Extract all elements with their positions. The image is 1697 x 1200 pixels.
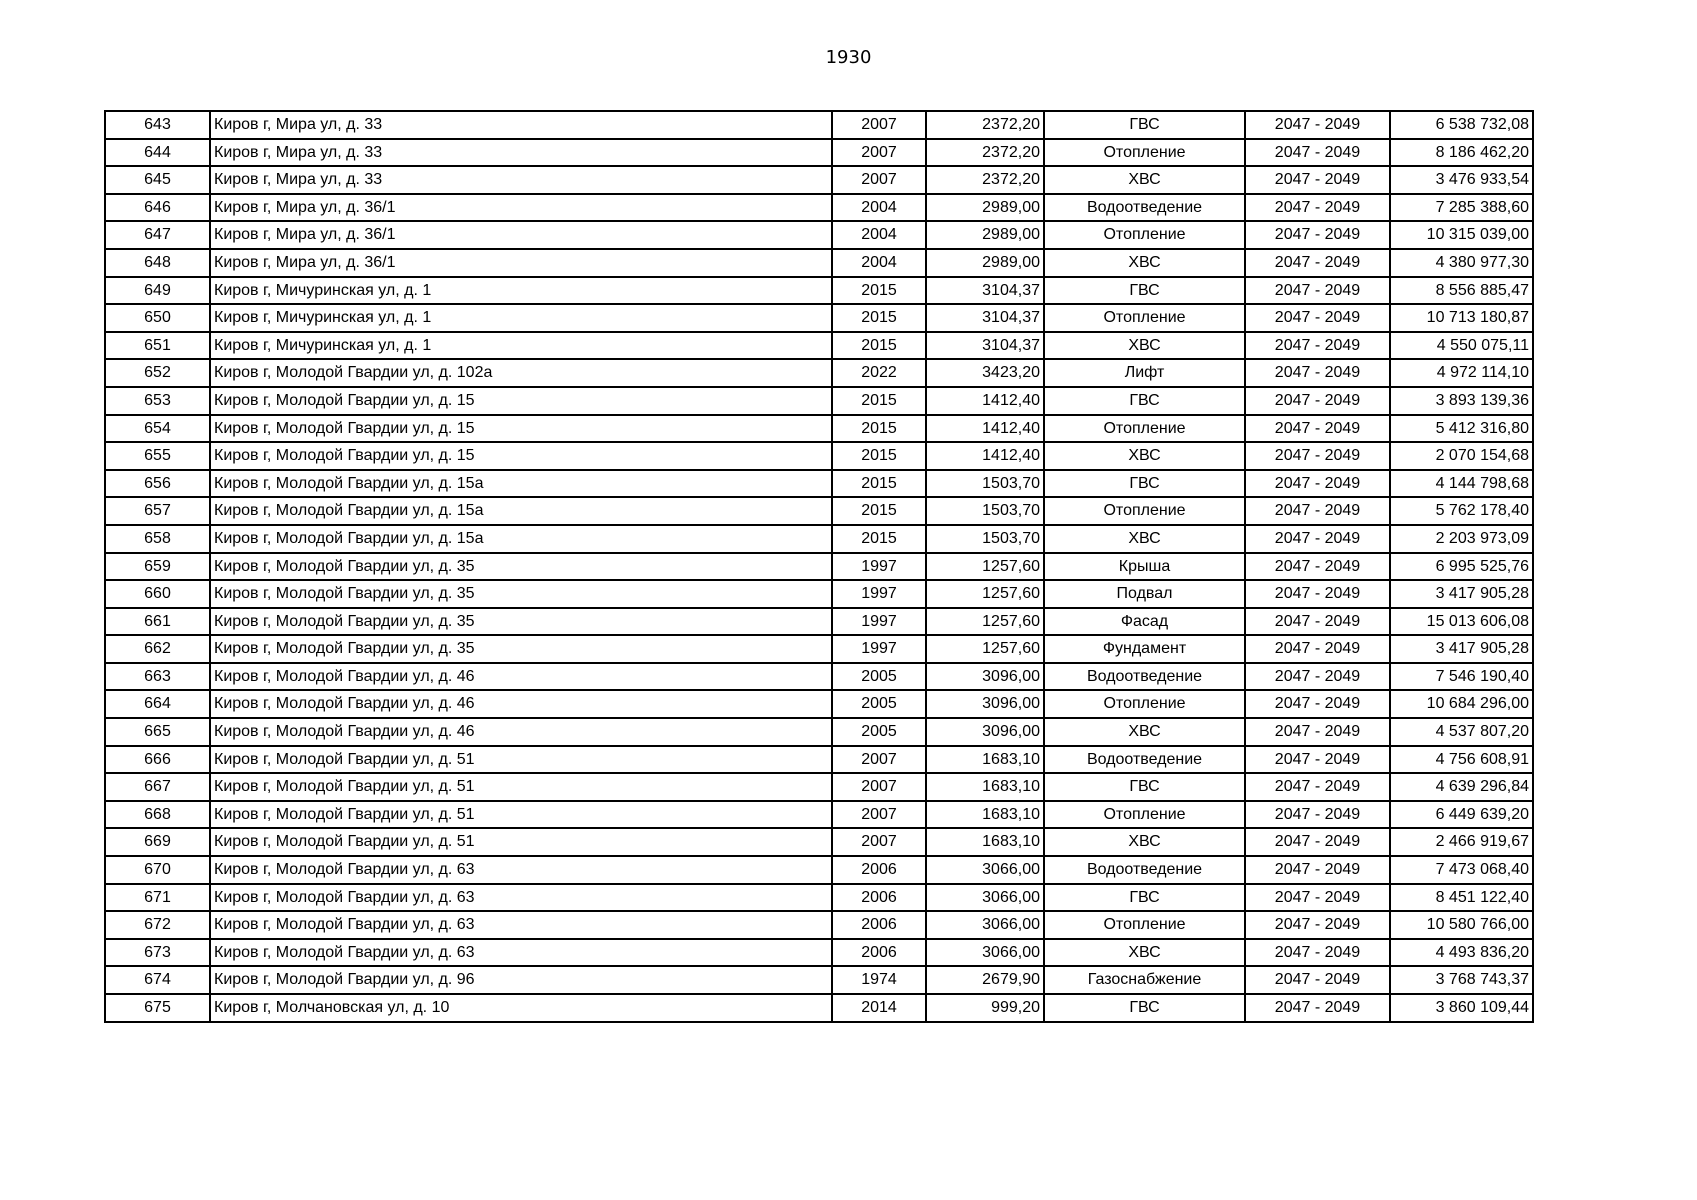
area-cell: 3096,00 bbox=[926, 690, 1044, 718]
table-row bbox=[105, 773, 1533, 801]
year-cell: 2005 bbox=[832, 690, 926, 718]
address-cell: Киров г, Мичуринская ул, д. 1 bbox=[210, 304, 832, 332]
address-cell: Киров г, Мира ул, д. 33 bbox=[210, 139, 832, 167]
period-cell: 2047 - 2049 bbox=[1245, 139, 1390, 167]
area-cell: 3066,00 bbox=[926, 911, 1044, 939]
cost-cell: 6 995 525,76 bbox=[1390, 553, 1533, 581]
period-cell: 2047 - 2049 bbox=[1245, 221, 1390, 249]
area-cell: 1503,70 bbox=[926, 497, 1044, 525]
year-cell: 2004 bbox=[832, 249, 926, 277]
year-cell: 2015 bbox=[832, 387, 926, 415]
period-cell: 2047 - 2049 bbox=[1245, 387, 1390, 415]
work-type-cell: Крыша bbox=[1044, 553, 1245, 581]
cost-cell: 5 762 178,40 bbox=[1390, 497, 1533, 525]
cost-cell: 6 449 639,20 bbox=[1390, 801, 1533, 829]
cost-cell: 6 538 732,08 bbox=[1390, 111, 1533, 139]
table-row bbox=[105, 690, 1533, 718]
row-number-cell: 644 bbox=[105, 139, 210, 167]
row-number-cell: 672 bbox=[105, 911, 210, 939]
address-cell: Киров г, Мира ул, д. 36/1 bbox=[210, 221, 832, 249]
area-cell: 999,20 bbox=[926, 994, 1044, 1022]
work-type-cell: Подвал bbox=[1044, 580, 1245, 608]
area-cell: 1683,10 bbox=[926, 773, 1044, 801]
area-cell: 3066,00 bbox=[926, 856, 1044, 884]
address-cell: Киров г, Молодой Гвардии ул, д. 46 bbox=[210, 718, 832, 746]
table-row bbox=[105, 801, 1533, 829]
table-row bbox=[105, 415, 1533, 443]
area-cell: 3066,00 bbox=[926, 884, 1044, 912]
row-number-cell: 654 bbox=[105, 415, 210, 443]
address-cell: Киров г, Молодой Гвардии ул, д. 35 bbox=[210, 608, 832, 636]
work-type-cell: ХВС bbox=[1044, 332, 1245, 360]
work-type-cell: Лифт bbox=[1044, 359, 1245, 387]
year-cell: 2007 bbox=[832, 166, 926, 194]
cost-cell: 3 417 905,28 bbox=[1390, 580, 1533, 608]
work-type-cell: Водоотведение bbox=[1044, 746, 1245, 774]
area-cell: 3096,00 bbox=[926, 663, 1044, 691]
address-cell: Киров г, Молодой Гвардии ул, д. 51 bbox=[210, 746, 832, 774]
table-row bbox=[105, 856, 1533, 884]
area-cell: 1412,40 bbox=[926, 387, 1044, 415]
cost-cell: 4 639 296,84 bbox=[1390, 773, 1533, 801]
work-type-cell: Водоотведение bbox=[1044, 856, 1245, 884]
area-cell: 1412,40 bbox=[926, 415, 1044, 443]
area-cell: 1683,10 bbox=[926, 801, 1044, 829]
address-cell: Киров г, Молодой Гвардии ул, д. 51 bbox=[210, 801, 832, 829]
work-type-cell: Отопление bbox=[1044, 139, 1245, 167]
address-cell: Киров г, Мира ул, д. 33 bbox=[210, 166, 832, 194]
table-row bbox=[105, 580, 1533, 608]
row-number-cell: 647 bbox=[105, 221, 210, 249]
row-number-cell: 655 bbox=[105, 442, 210, 470]
address-cell: Киров г, Мира ул, д. 33 bbox=[210, 111, 832, 139]
cost-cell: 4 493 836,20 bbox=[1390, 939, 1533, 967]
row-number-cell: 643 bbox=[105, 111, 210, 139]
address-cell: Киров г, Молодой Гвардии ул, д. 35 bbox=[210, 580, 832, 608]
year-cell: 1997 bbox=[832, 608, 926, 636]
work-type-cell: ГВС bbox=[1044, 111, 1245, 139]
period-cell: 2047 - 2049 bbox=[1245, 111, 1390, 139]
period-cell: 2047 - 2049 bbox=[1245, 994, 1390, 1022]
row-number-cell: 657 bbox=[105, 497, 210, 525]
cost-cell: 3 768 743,37 bbox=[1390, 966, 1533, 994]
year-cell: 2007 bbox=[832, 801, 926, 829]
period-cell: 2047 - 2049 bbox=[1245, 718, 1390, 746]
address-cell: Киров г, Молодой Гвардии ул, д. 63 bbox=[210, 911, 832, 939]
row-number-cell: 660 bbox=[105, 580, 210, 608]
area-cell: 3104,37 bbox=[926, 304, 1044, 332]
year-cell: 2007 bbox=[832, 139, 926, 167]
work-type-cell: ХВС bbox=[1044, 718, 1245, 746]
address-cell: Киров г, Молодой Гвардии ул, д. 15 bbox=[210, 387, 832, 415]
address-cell: Киров г, Мичуринская ул, д. 1 bbox=[210, 277, 832, 305]
cost-cell: 3 476 933,54 bbox=[1390, 166, 1533, 194]
year-cell: 2015 bbox=[832, 304, 926, 332]
cost-cell: 4 756 608,91 bbox=[1390, 746, 1533, 774]
row-number-cell: 656 bbox=[105, 470, 210, 498]
work-type-cell: ГВС bbox=[1044, 470, 1245, 498]
row-number-cell: 651 bbox=[105, 332, 210, 360]
area-cell: 3104,37 bbox=[926, 332, 1044, 360]
year-cell: 2015 bbox=[832, 497, 926, 525]
table-row bbox=[105, 277, 1533, 305]
address-cell: Киров г, Мира ул, д. 36/1 bbox=[210, 249, 832, 277]
row-number-cell: 653 bbox=[105, 387, 210, 415]
address-cell: Киров г, Молодой Гвардии ул, д. 46 bbox=[210, 663, 832, 691]
address-cell: Киров г, Молодой Гвардии ул, д. 15 bbox=[210, 415, 832, 443]
cost-cell: 10 684 296,00 bbox=[1390, 690, 1533, 718]
address-cell: Киров г, Молодой Гвардии ул, д. 15а bbox=[210, 497, 832, 525]
year-cell: 1997 bbox=[832, 635, 926, 663]
area-cell: 1683,10 bbox=[926, 828, 1044, 856]
period-cell: 2047 - 2049 bbox=[1245, 304, 1390, 332]
cost-cell: 7 285 388,60 bbox=[1390, 194, 1533, 222]
year-cell: 2007 bbox=[832, 111, 926, 139]
row-number-cell: 661 bbox=[105, 608, 210, 636]
cost-cell: 4 550 075,11 bbox=[1390, 332, 1533, 360]
work-type-cell: Водоотведение bbox=[1044, 663, 1245, 691]
period-cell: 2047 - 2049 bbox=[1245, 608, 1390, 636]
cost-cell: 2 203 973,09 bbox=[1390, 525, 1533, 553]
period-cell: 2047 - 2049 bbox=[1245, 635, 1390, 663]
work-type-cell: Водоотведение bbox=[1044, 194, 1245, 222]
table-row bbox=[105, 221, 1533, 249]
year-cell: 2007 bbox=[832, 746, 926, 774]
row-number-cell: 649 bbox=[105, 277, 210, 305]
row-number-cell: 670 bbox=[105, 856, 210, 884]
table-row bbox=[105, 387, 1533, 415]
year-cell: 2022 bbox=[832, 359, 926, 387]
row-number-cell: 671 bbox=[105, 884, 210, 912]
address-cell: Киров г, Молодой Гвардии ул, д. 51 bbox=[210, 828, 832, 856]
area-cell: 2372,20 bbox=[926, 111, 1044, 139]
work-type-cell: Фасад bbox=[1044, 608, 1245, 636]
area-cell: 2372,20 bbox=[926, 166, 1044, 194]
row-number-cell: 667 bbox=[105, 773, 210, 801]
address-cell: Киров г, Молодой Гвардии ул, д. 15а bbox=[210, 470, 832, 498]
year-cell: 2015 bbox=[832, 470, 926, 498]
area-cell: 1503,70 bbox=[926, 525, 1044, 553]
row-number-cell: 673 bbox=[105, 939, 210, 967]
period-cell: 2047 - 2049 bbox=[1245, 966, 1390, 994]
year-cell: 2004 bbox=[832, 194, 926, 222]
table-body bbox=[105, 111, 1533, 1022]
cost-cell: 3 893 139,36 bbox=[1390, 387, 1533, 415]
page-number: 1930 bbox=[825, 47, 872, 68]
table-row bbox=[105, 553, 1533, 581]
area-cell: 3104,37 bbox=[926, 277, 1044, 305]
year-cell: 2006 bbox=[832, 911, 926, 939]
period-cell: 2047 - 2049 bbox=[1245, 442, 1390, 470]
work-type-cell: Отопление bbox=[1044, 801, 1245, 829]
table-row bbox=[105, 608, 1533, 636]
work-type-cell: ХВС bbox=[1044, 442, 1245, 470]
cost-cell: 2 070 154,68 bbox=[1390, 442, 1533, 470]
table-row bbox=[105, 470, 1533, 498]
work-type-cell: ХВС bbox=[1044, 828, 1245, 856]
year-cell: 2006 bbox=[832, 939, 926, 967]
table-row bbox=[105, 304, 1533, 332]
work-type-cell: ГВС bbox=[1044, 773, 1245, 801]
table-row bbox=[105, 718, 1533, 746]
period-cell: 2047 - 2049 bbox=[1245, 553, 1390, 581]
period-cell: 2047 - 2049 bbox=[1245, 415, 1390, 443]
work-type-cell: Газоснабжение bbox=[1044, 966, 1245, 994]
year-cell: 2014 bbox=[832, 994, 926, 1022]
work-type-cell: Фундамент bbox=[1044, 635, 1245, 663]
table-row bbox=[105, 111, 1533, 139]
table-row bbox=[105, 497, 1533, 525]
table-row bbox=[105, 194, 1533, 222]
cost-cell: 4 972 114,10 bbox=[1390, 359, 1533, 387]
table-row bbox=[105, 828, 1533, 856]
row-number-cell: 675 bbox=[105, 994, 210, 1022]
period-cell: 2047 - 2049 bbox=[1245, 332, 1390, 360]
area-cell: 1412,40 bbox=[926, 442, 1044, 470]
period-cell: 2047 - 2049 bbox=[1245, 911, 1390, 939]
period-cell: 2047 - 2049 bbox=[1245, 746, 1390, 774]
period-cell: 2047 - 2049 bbox=[1245, 856, 1390, 884]
address-cell: Киров г, Молчановская ул, д. 10 bbox=[210, 994, 832, 1022]
table-row bbox=[105, 746, 1533, 774]
address-cell: Киров г, Молодой Гвардии ул, д. 46 bbox=[210, 690, 832, 718]
row-number-cell: 646 bbox=[105, 194, 210, 222]
area-cell: 2989,00 bbox=[926, 249, 1044, 277]
year-cell: 1997 bbox=[832, 580, 926, 608]
cost-cell: 3 860 109,44 bbox=[1390, 994, 1533, 1022]
table-row bbox=[105, 332, 1533, 360]
work-type-cell: ГВС bbox=[1044, 994, 1245, 1022]
work-type-cell: Отопление bbox=[1044, 221, 1245, 249]
row-number-cell: 658 bbox=[105, 525, 210, 553]
year-cell: 2015 bbox=[832, 525, 926, 553]
address-cell: Киров г, Молодой Гвардии ул, д. 35 bbox=[210, 553, 832, 581]
period-cell: 2047 - 2049 bbox=[1245, 194, 1390, 222]
period-cell: 2047 - 2049 bbox=[1245, 663, 1390, 691]
year-cell: 2006 bbox=[832, 856, 926, 884]
work-type-cell: Отопление bbox=[1044, 304, 1245, 332]
year-cell: 1974 bbox=[832, 966, 926, 994]
address-cell: Киров г, Молодой Гвардии ул, д. 102а bbox=[210, 359, 832, 387]
area-cell: 1503,70 bbox=[926, 470, 1044, 498]
cost-cell: 8 556 885,47 bbox=[1390, 277, 1533, 305]
year-cell: 1997 bbox=[832, 553, 926, 581]
table-row bbox=[105, 663, 1533, 691]
address-cell: Киров г, Молодой Гвардии ул, д. 15а bbox=[210, 525, 832, 553]
address-cell: Киров г, Молодой Гвардии ул, д. 96 bbox=[210, 966, 832, 994]
repair-schedule-table bbox=[104, 110, 1534, 1023]
work-type-cell: Отопление bbox=[1044, 690, 1245, 718]
work-type-cell: ГВС bbox=[1044, 387, 1245, 415]
cost-cell: 5 412 316,80 bbox=[1390, 415, 1533, 443]
address-cell: Киров г, Молодой Гвардии ул, д. 15 bbox=[210, 442, 832, 470]
cost-cell: 10 315 039,00 bbox=[1390, 221, 1533, 249]
period-cell: 2047 - 2049 bbox=[1245, 249, 1390, 277]
table-row bbox=[105, 442, 1533, 470]
cost-cell: 3 417 905,28 bbox=[1390, 635, 1533, 663]
work-type-cell: Отопление bbox=[1044, 911, 1245, 939]
area-cell: 1257,60 bbox=[926, 580, 1044, 608]
row-number-cell: 663 bbox=[105, 663, 210, 691]
table-row bbox=[105, 139, 1533, 167]
table-row bbox=[105, 249, 1533, 277]
row-number-cell: 650 bbox=[105, 304, 210, 332]
area-cell: 3423,20 bbox=[926, 359, 1044, 387]
cost-cell: 15 013 606,08 bbox=[1390, 608, 1533, 636]
address-cell: Киров г, Молодой Гвардии ул, д. 63 bbox=[210, 856, 832, 884]
period-cell: 2047 - 2049 bbox=[1245, 801, 1390, 829]
row-number-cell: 662 bbox=[105, 635, 210, 663]
row-number-cell: 659 bbox=[105, 553, 210, 581]
row-number-cell: 648 bbox=[105, 249, 210, 277]
period-cell: 2047 - 2049 bbox=[1245, 470, 1390, 498]
address-cell: Киров г, Молодой Гвардии ул, д. 51 bbox=[210, 773, 832, 801]
year-cell: 2015 bbox=[832, 277, 926, 305]
area-cell: 3096,00 bbox=[926, 718, 1044, 746]
table-row bbox=[105, 939, 1533, 967]
table-row bbox=[105, 966, 1533, 994]
year-cell: 2015 bbox=[832, 442, 926, 470]
address-cell: Киров г, Молодой Гвардии ул, д. 35 bbox=[210, 635, 832, 663]
cost-cell: 2 466 919,67 bbox=[1390, 828, 1533, 856]
row-number-cell: 645 bbox=[105, 166, 210, 194]
period-cell: 2047 - 2049 bbox=[1245, 828, 1390, 856]
row-number-cell: 664 bbox=[105, 690, 210, 718]
area-cell: 2989,00 bbox=[926, 221, 1044, 249]
row-number-cell: 669 bbox=[105, 828, 210, 856]
period-cell: 2047 - 2049 bbox=[1245, 939, 1390, 967]
cost-cell: 10 713 180,87 bbox=[1390, 304, 1533, 332]
cost-cell: 8 186 462,20 bbox=[1390, 139, 1533, 167]
year-cell: 2005 bbox=[832, 718, 926, 746]
address-cell: Киров г, Мира ул, д. 36/1 bbox=[210, 194, 832, 222]
cost-cell: 4 380 977,30 bbox=[1390, 249, 1533, 277]
area-cell: 1257,60 bbox=[926, 553, 1044, 581]
area-cell: 1683,10 bbox=[926, 746, 1044, 774]
period-cell: 2047 - 2049 bbox=[1245, 166, 1390, 194]
row-number-cell: 666 bbox=[105, 746, 210, 774]
period-cell: 2047 - 2049 bbox=[1245, 690, 1390, 718]
area-cell: 1257,60 bbox=[926, 608, 1044, 636]
year-cell: 2007 bbox=[832, 828, 926, 856]
cost-cell: 8 451 122,40 bbox=[1390, 884, 1533, 912]
area-cell: 2372,20 bbox=[926, 139, 1044, 167]
area-cell: 3066,00 bbox=[926, 939, 1044, 967]
row-number-cell: 652 bbox=[105, 359, 210, 387]
table-row bbox=[105, 884, 1533, 912]
cost-cell: 7 546 190,40 bbox=[1390, 663, 1533, 691]
period-cell: 2047 - 2049 bbox=[1245, 359, 1390, 387]
cost-cell: 4 144 798,68 bbox=[1390, 470, 1533, 498]
period-cell: 2047 - 2049 bbox=[1245, 580, 1390, 608]
cost-cell: 10 580 766,00 bbox=[1390, 911, 1533, 939]
year-cell: 2007 bbox=[832, 773, 926, 801]
table-row bbox=[105, 911, 1533, 939]
table-row bbox=[105, 994, 1533, 1022]
period-cell: 2047 - 2049 bbox=[1245, 497, 1390, 525]
year-cell: 2005 bbox=[832, 663, 926, 691]
period-cell: 2047 - 2049 bbox=[1245, 277, 1390, 305]
work-type-cell: ХВС bbox=[1044, 939, 1245, 967]
area-cell: 1257,60 bbox=[926, 635, 1044, 663]
address-cell: Киров г, Молодой Гвардии ул, д. 63 bbox=[210, 884, 832, 912]
cost-cell: 4 537 807,20 bbox=[1390, 718, 1533, 746]
work-type-cell: Отопление bbox=[1044, 415, 1245, 443]
period-cell: 2047 - 2049 bbox=[1245, 525, 1390, 553]
table-row bbox=[105, 166, 1533, 194]
table-row bbox=[105, 359, 1533, 387]
row-number-cell: 668 bbox=[105, 801, 210, 829]
year-cell: 2015 bbox=[832, 415, 926, 443]
table-row bbox=[105, 635, 1533, 663]
work-type-cell: ХВС bbox=[1044, 525, 1245, 553]
row-number-cell: 665 bbox=[105, 718, 210, 746]
area-cell: 2989,00 bbox=[926, 194, 1044, 222]
address-cell: Киров г, Мичуринская ул, д. 1 bbox=[210, 332, 832, 360]
area-cell: 2679,90 bbox=[926, 966, 1044, 994]
address-cell: Киров г, Молодой Гвардии ул, д. 63 bbox=[210, 939, 832, 967]
period-cell: 2047 - 2049 bbox=[1245, 773, 1390, 801]
year-cell: 2004 bbox=[832, 221, 926, 249]
work-type-cell: ГВС bbox=[1044, 884, 1245, 912]
work-type-cell: Отопление bbox=[1044, 497, 1245, 525]
period-cell: 2047 - 2049 bbox=[1245, 884, 1390, 912]
row-number-cell: 674 bbox=[105, 966, 210, 994]
work-type-cell: ХВС bbox=[1044, 249, 1245, 277]
cost-cell: 7 473 068,40 bbox=[1390, 856, 1533, 884]
year-cell: 2006 bbox=[832, 884, 926, 912]
year-cell: 2015 bbox=[832, 332, 926, 360]
work-type-cell: ХВС bbox=[1044, 166, 1245, 194]
work-type-cell: ГВС bbox=[1044, 277, 1245, 305]
table-row bbox=[105, 525, 1533, 553]
